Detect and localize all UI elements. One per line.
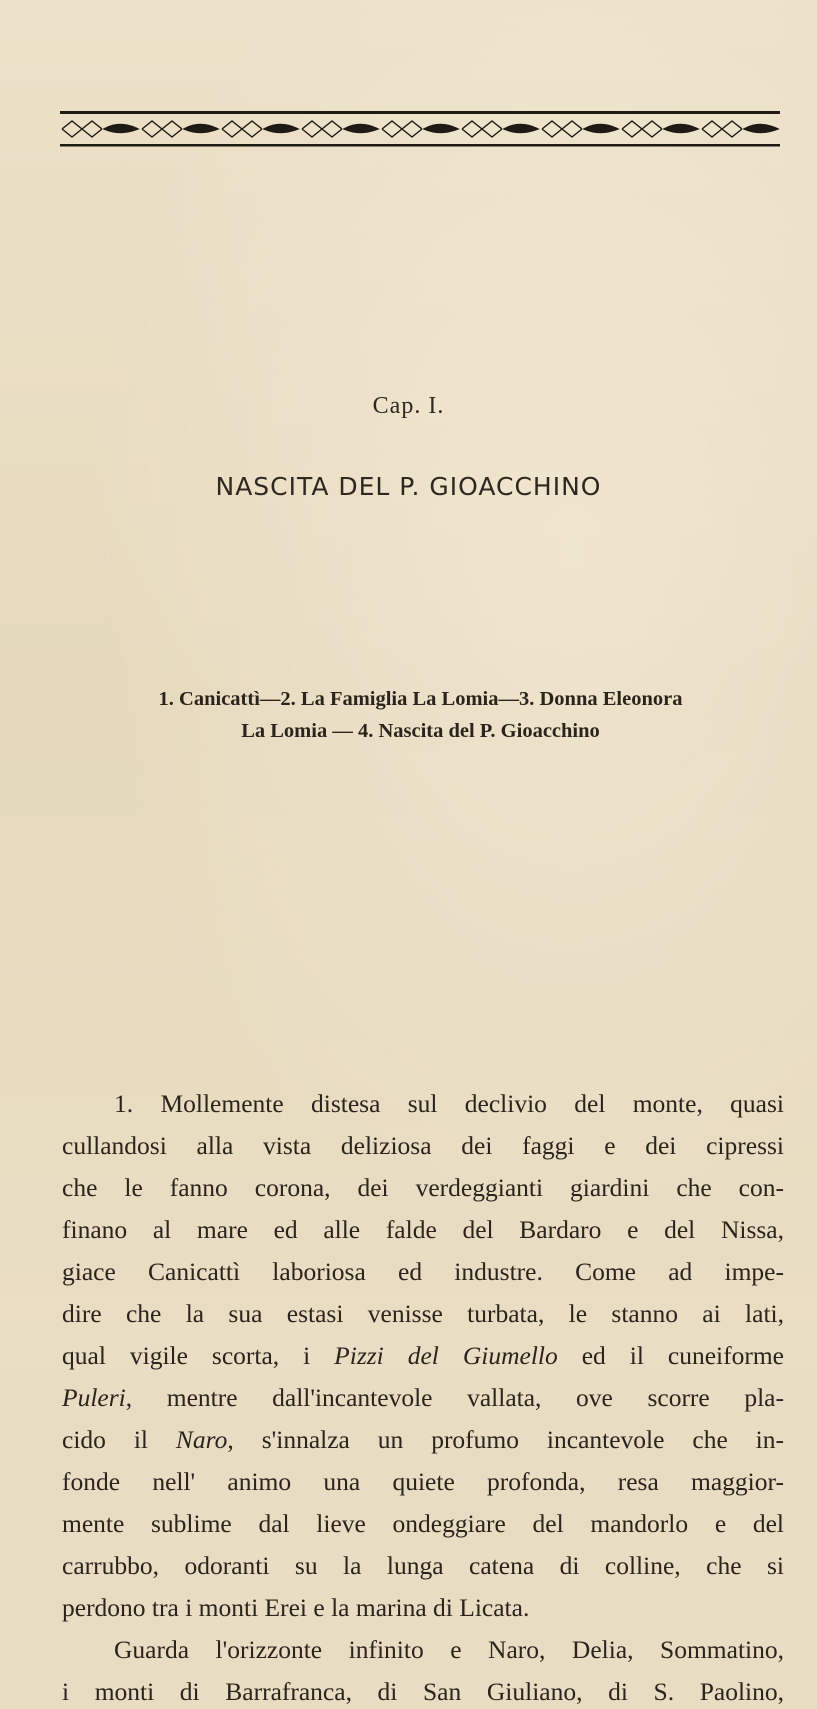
- body-line: fonde nell' animo una quiete profonda, resa maggior-: [62, 1467, 784, 1496]
- body-line: che le fanno corona, dei verdeggianti giardini che con-: [62, 1173, 784, 1202]
- body-line: cullandosi alla vista deliziosa dei faggi e dei cipressi: [62, 1131, 784, 1160]
- body-line: cido il Naro, s'innalza un profumo incantevole che in-: [62, 1425, 785, 1454]
- body-line: i monti di Barrafranca, di San Giuliano, di S. Paolino,: [62, 1677, 784, 1706]
- chapter-title: NASCITA DEL P. GIOACCHINO: [215, 472, 602, 501]
- chapter-summary: [48, 683, 793, 747]
- body-line: 1. Mollemente distesa sul declivio del monte, quasi: [114, 1089, 784, 1118]
- chapter-number: Cap. I.: [372, 393, 445, 419]
- body-line: dire che la sua estasi venisse turbata, le stanno ai lati,: [62, 1299, 784, 1328]
- body-line: carrubbo, odoranti su la lunga catena di colline, che si: [62, 1551, 784, 1580]
- body-line: finano al mare ed alle falde del Bardaro e del Nissa,: [62, 1215, 784, 1244]
- body-line: perdono tra i monti Erei e la marina di Licata.: [62, 1593, 530, 1622]
- summary-line: La Lomia — 4. Nascita del P. Gioacchino: [241, 720, 600, 742]
- body-line: Guarda l'orizzonte infinito e Naro, Delia, Sommatino,: [114, 1635, 784, 1664]
- summary-line: 1. Canicattì—2. La Famiglia La Lomia—3. Donna Eleonora: [158, 688, 683, 710]
- ornamental-border: [60, 108, 780, 148]
- body-line: Puleri, mentre dall'incantevole vallata, ove scorre pla-: [62, 1383, 784, 1412]
- body-line: qual vigile scorta, i Pizzi del Giumello ed il cuneiforme: [62, 1341, 784, 1370]
- body-line: giace Canicattì laboriosa ed industre. Come ad impe-: [62, 1257, 784, 1286]
- body-line: mente sublime dal lieve ondeggiare del mandorlo e del: [62, 1509, 784, 1538]
